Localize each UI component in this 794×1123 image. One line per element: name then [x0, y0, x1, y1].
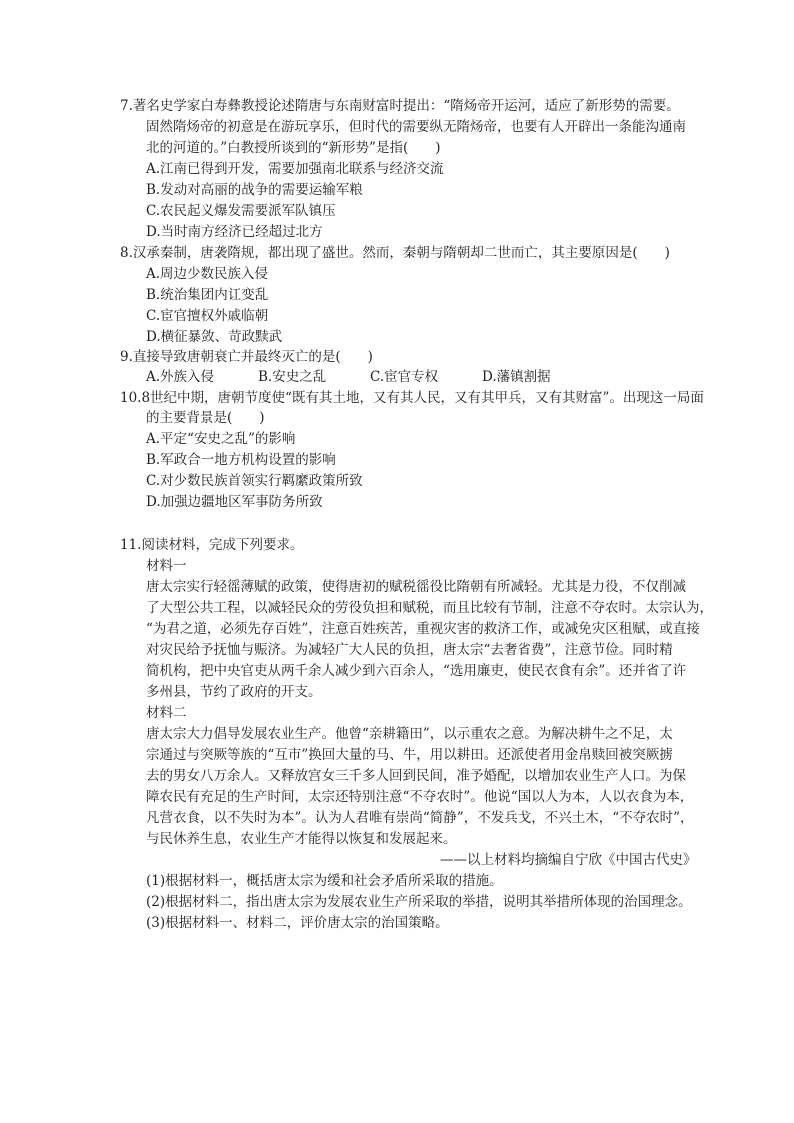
q9-option-b[interactable]: B.安史之乱	[258, 369, 327, 385]
q9-options	[146, 367, 594, 387]
material-2-line: 去的男女八万余人。又释放宫女三千多人回到民间，准予婚配，以增加农业生产人口。为保	[146, 768, 686, 784]
q8-option-a[interactable]: A.周边少数民族入侵	[146, 266, 269, 282]
q10-option-a[interactable]: A.平定“安史之乱”的影响	[146, 431, 296, 447]
q7-option-d[interactable]: D.当时南方经济已经超过北方	[146, 224, 323, 240]
q9-stem: 9.直接导致唐朝衰亡并最终灭亡的是( )	[120, 349, 373, 365]
material-1-line: 简机构，把中央官吏从两千余人减少到六百余人，“选用廉吏，使民衣食有余”。还并省了许	[146, 663, 687, 679]
material-1-title: 材料一	[146, 558, 187, 574]
material-2-line: 宗通过与突厥等族的“互市”换回大量的马、牛，用以耕田。还派使者用金帛赎回被突厥掳	[146, 747, 673, 763]
q7-stem-line-1: 7.著名史学家白寿彝教授论述隋唐与东南财富时提出：“隋炀帝开运河，适应了新形势的需要。	[120, 98, 680, 114]
q7-stem-line-2: 固然隋炀帝的初意是在游玩享乐，但时代的需要纵无隋炀帝，也要有人开辟出一条能沟通南	[146, 119, 686, 135]
q7-option-c[interactable]: C.农民起义爆发需要派军队镇压	[146, 203, 336, 219]
material-2-line: 凡营衣食，以不失时为本”。认为人君唯有崇尚“简静”，不发兵戈，不兴土木，“不夺农时”，	[146, 810, 694, 826]
material-1-line: 对灾民给予抚恤与赈济。为减轻广大人民的负担，唐太宗“去奢省费”，注意节俭。同时精	[146, 642, 673, 658]
q8-option-b[interactable]: B.统治集团内讧变乱	[146, 287, 269, 303]
q7-stem-line-3: 北的河道的。”白教授所谈到的“新形势”是指( )	[146, 140, 441, 156]
material-2-line: 与民休养生息，农业生产才能得以恢复和发展起来。	[146, 831, 457, 847]
q7-option-b[interactable]: B.发动对高丽的战争的需要运输军粮	[146, 182, 363, 198]
q9-option-a[interactable]: A.外族入侵	[146, 369, 215, 385]
material-1-line: 多州县，节约了政府的开支。	[146, 684, 322, 700]
q10-option-c[interactable]: C.对少数民族首领实行羁縻政策所致	[146, 473, 363, 489]
q7-option-a[interactable]: A.江南已得到开发，需要加强南北联系与经济交流	[146, 161, 444, 177]
q10-stem-line-1: 10.8世纪中期，唐朝节度使“既有其土地，又有其人民，又有其甲兵，又有其财富”。出现这一局面	[120, 390, 704, 406]
q10-stem-line-2: 的主要背景是( )	[146, 410, 265, 426]
q11-subquestion-2: (2)根据材料二，指出唐太宗为发展农业生产所采取的举措，说明其举措所体现的治国理念。	[146, 894, 692, 910]
q8-stem: 8.汉承秦制，唐袭隋规，都出现了盛世。然而，秦朝与隋朝却二世而亡，其主要原因是( )	[120, 245, 670, 261]
material-2-line: 障农民有充足的生产时间，太宗还特别注意“不夺农时”。他说“国以人为本，人以衣食为本，	[146, 789, 694, 805]
q10-option-d[interactable]: D.加强边疆地区军事防务所致	[146, 494, 323, 510]
q8-option-d[interactable]: D.横征暴敛、苛政黩武	[146, 329, 283, 345]
q8-option-c[interactable]: C.宦官擅权外戚临朝	[146, 308, 269, 324]
material-1-line: 了大型公共工程，以减轻民众的劳役负担和赋税，而且比较有节制，注意不夺农时。太宗认为，	[146, 600, 713, 616]
material-2-title: 材料二	[146, 705, 187, 721]
q11-subquestion-3: (3)根据材料一、材料二，评价唐太宗的治国策略。	[146, 915, 449, 931]
q10-option-b[interactable]: B.军政合一地方机构设置的影响	[146, 452, 336, 468]
q9-option-d[interactable]: D.藩镇割据	[482, 369, 551, 385]
material-source: ——以上材料均摘编自宁欣《中国古代史》	[440, 852, 697, 868]
material-2-line: 唐太宗大力倡导发展农业生产。他曾“亲耕籍田”，以示重农之意。为解决耕牛之不足，太	[146, 726, 673, 742]
material-1-line: 唐太宗实行轻徭薄赋的政策，使得唐初的赋税徭役比隋朝有所减轻。尤其是力役，不仅削减	[146, 579, 686, 595]
q11-stem: 11.阅读材料，完成下列要求。	[120, 537, 304, 553]
q11-subquestion-1: (1)根据材料一，概括唐太宗为缓和社会矛盾所采取的措施。	[146, 873, 503, 889]
q9-option-c[interactable]: C.宦官专权	[370, 369, 439, 385]
material-1-line: “为君之道，必须先存百姓”，注意百姓疾苦，重视灾害的救济工作，或减免灾区租赋，或直接	[146, 621, 700, 637]
